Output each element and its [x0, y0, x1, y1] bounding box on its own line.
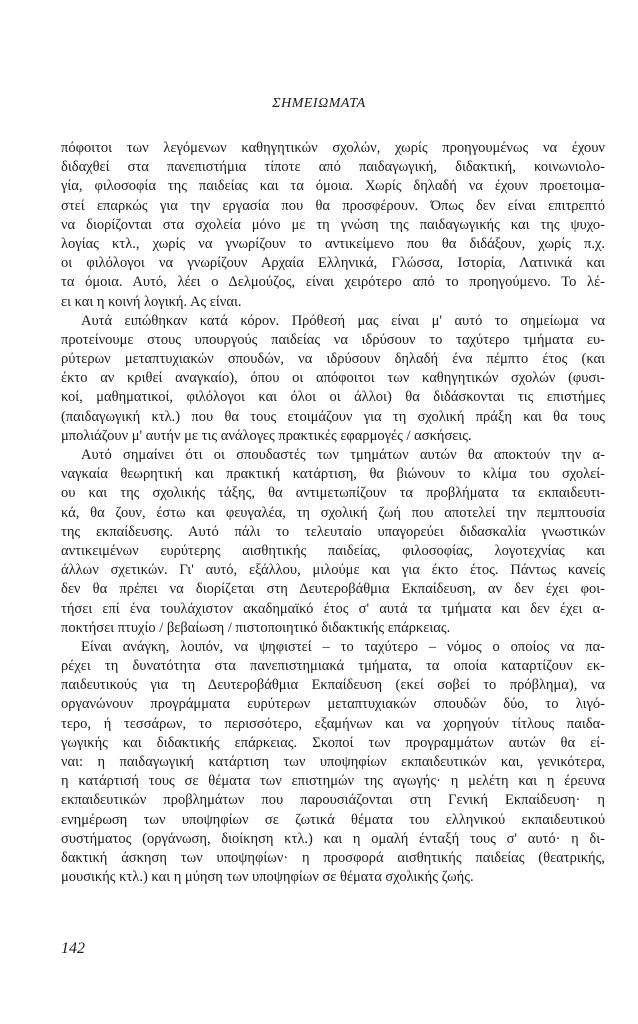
- paragraph: [61, 139, 605, 312]
- text-line: Είναι ανάγκη, λοιπόν, να ψηφιστεί – το ταχύτερο – νόμος ο οποίος να πα-: [81, 638, 605, 655]
- text-line: έκτο αν κριθεί αναγκαίο), όπου οι απόφοιτοι των καθηγητικών σχολών (φυσι-: [61, 370, 605, 387]
- text-line: μουσικής κτλ.) και η μύηση των υποψηφίων σε θέματα σχολικής ζωής.: [61, 869, 474, 886]
- text-line: άλλων σχετικών. Γι' αυτό, εξάλλου, μιλούμε και για έκτο έτος. Πάντως κανείς: [61, 562, 605, 579]
- text-line: παιδευτικούς για τη Δευτεροβάθμια Εκπαίδευση (εκεί σοβεί το πρόβλημα), να: [61, 677, 605, 694]
- text-line: ποκτήσει πτυχίο / βεβαίωση / πιστοποιητικό διδακτικής επάρκειας.: [61, 619, 451, 636]
- text-line: λογίας κτλ., χωρίς να γνωρίζουν το αντικείμενο που θα διδάξουν, χωρίς π.χ.: [61, 235, 605, 252]
- running-head: ΣΗΜΕΙΩΜΑΤΑ: [272, 96, 366, 111]
- text-line: δακτική άσκηση των υποψηφίων· η προσφορά αισθητικής παιδείας (θεατρικής,: [61, 849, 605, 866]
- text-line: κοί, μαθηματικοί, φιλόλογοι και όλοι οι άλλοι) θα διδάσκονται τις επιστήμες: [61, 389, 605, 406]
- text-line: στεί επαρκώς για την εργασία που θα προσφέρουν. Όπως δεν είναι επιτρεπτό: [61, 197, 605, 214]
- text-line: δεν θα πρέπει να διορίζεται στη Δευτεροβάθμια Εκπαίδευση, αν δεν έχει φοι-: [61, 581, 605, 598]
- text-line: μπολιάζουν μ' αυτήν με τις ανάλογες πρακτικές εφαρμογές / ασκήσεις.: [61, 427, 472, 444]
- text-line: γωγικής και διδακτικής επάρκειας. Σκοποί των προγραμμάτων αυτών θα εί-: [61, 734, 605, 751]
- text-line: ου και της σχολικής τάξης, θα αντιμετωπίζουν τα προβλήματα τα εκπαιδευτι-: [61, 485, 605, 502]
- text-line: Αυτά ειπώθηκαν κατά κόρον. Πρόθεσή μας είναι μ' αυτό το σημείωμα να: [81, 312, 605, 329]
- text-line: οι φιλόλογοι να γνωρίζουν Αρχαία Ελληνικά, Γλώσσα, Ιστορία, Λατινικά και: [61, 255, 605, 272]
- text-line: Αυτό σημαίνει ότι οι σπουδαστές των τμημάτων αυτών θα αποκτούν την α-: [81, 447, 605, 463]
- text-line: να διορίζονται στα σχολεία μόνο με τη γνώση της παιδαγωγικής και της ψυχο-: [61, 216, 605, 233]
- text-line: τήσει επί ένα τουλάχιστον ακαδημαϊκό έτος σ' αυτά τα τμήματα και δεν έχει α-: [61, 600, 605, 617]
- text-line: κά, θα ζουν, έστω και φευγαλέα, τη σχολική ζωή που αποτελεί την πεμπτουσία: [61, 504, 605, 521]
- text-line: ρέχει τη δυνατότητα στα πανεπιστημιακά τμήματα, τα οποία καταρτίζουν εκ-: [61, 658, 605, 675]
- text-line: (παιδαγωγική κτλ.) που θα τους ετοιμάζουν για τη σχολική πράξη και θα τους: [61, 408, 605, 425]
- text-line: ενημέρωση των υποψηφίων σε ζωτικά θέματα του ελληνικού εκπαιδευτικού: [61, 811, 605, 828]
- text-line: συστήματος (οργάνωση, διοίκηση κτλ.) και η ομαλή ένταξή τους σ' αυτό· η δι-: [61, 830, 605, 847]
- text-line: αντικειμένων ευρύτερης αισθητικής παιδείας, φιλοσοφίας, λογοτεχνίας και: [61, 542, 605, 559]
- text-line: πόφοιτοι των λεγόμενων καθηγητικών σχολών, χωρίς προηγουμένως να έχουν: [61, 140, 605, 156]
- body-text: [61, 139, 605, 887]
- text-line: ναγκαία θεωρητική και πρακτική κατάρτιση, θα βιώνουν το κλίμα του σχολεί-: [61, 466, 605, 483]
- text-line: ναι: η παιδαγωγική κατάρτιση των υποψηφίων εκπαιδευτικών και, γενικότερα,: [61, 754, 605, 770]
- page-number: 142: [61, 940, 85, 957]
- text-line: τερο, ή τεσσάρων, το περισσότερο, εξαμήνων και να χορηγούν τίτλους παιδα-: [61, 715, 605, 732]
- text-line: οργανώνουν προγράμματα ευρύτερων μεταπτυχιακών σπουδών δύο, το λιγό-: [61, 696, 605, 713]
- paragraph: [61, 312, 605, 446]
- text-line: εκπαιδευτικών προβλημάτων που παρουσιάζονται στη Γενική Εκπαίδευση· η: [61, 792, 605, 809]
- paragraph: [61, 446, 605, 638]
- text-line: γία, φιλοσοφία της παιδείας και τα όμοια. Χωρίς δηλαδή να έχουν προετοιμα-: [61, 178, 605, 195]
- text-line: διδαχθεί στα πανεπιστήμια τίποτε από παιδαγωγική, διδακτική, κοινωνιολο-: [61, 159, 605, 176]
- text-line: τα όμοια. Αυτό, λέει ο Δελμούζος, είναι χειρότερο από το προηγούμενο. Το λέ-: [61, 274, 605, 291]
- text-line: προτείνουμε στους υπουργούς παιδείας να ιδρύσουν το ταχύτερο τμήματα ευ-: [61, 331, 605, 348]
- text-line: η κατάρτισή τους σε θέματα των επιστημών της αγωγής· η μελέτη και η έρευνα: [61, 773, 605, 790]
- text-line: ρύτερων μεταπτυχιακών σπουδών, να ιδρύσουν δηλαδή ένα πέμπτο έτος (και: [61, 351, 605, 368]
- text-line: της εκπαίδευσης. Αυτό πάλι το τελευταίο υπαγορεύει διδασκαλία γνωστικών: [61, 523, 605, 540]
- text-line: ει και η κοινή λογική. Ας είναι.: [61, 293, 242, 310]
- paragraph: [61, 638, 605, 887]
